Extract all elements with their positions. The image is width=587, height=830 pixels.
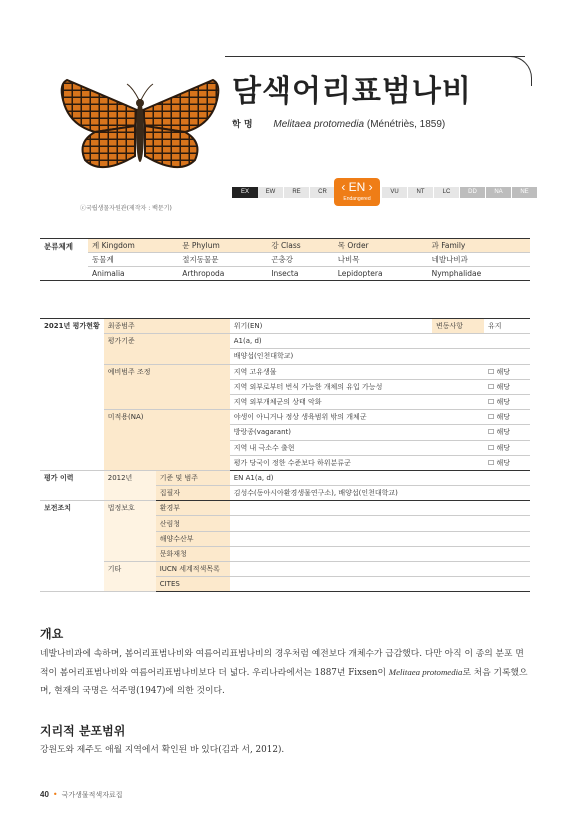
sci-name: Melitaea protomedia [273,119,365,130]
page-number: 40 [40,790,49,799]
iucn-cat-dd: DD [460,187,486,198]
iucn-cat-lc: LC [434,187,460,198]
legal-item: 환경부 [156,501,230,516]
history-author-label: 집필자 [156,486,230,501]
iucn-scale [232,187,538,198]
iucn-selected-badge [334,178,380,206]
tax-header-class: 강 Class [267,239,333,253]
iucn-cat-ne: NE [512,187,538,198]
na-label: 미적용(NA) [104,410,230,471]
tax-ko-class: 곤충강 [267,253,333,267]
legal-protection-label: 법정보호 [104,501,156,562]
history-cat-value: EN A1(a, d) [230,470,530,485]
tax-la-phylum: Arthropoda [178,267,267,281]
na-check: ☐ 해당 [484,425,530,440]
na-item: 지역 내 극소수 출현 [230,440,484,455]
header-frame-corner [510,56,532,86]
tax-la-order: Lepidoptera [334,267,428,281]
overview-text: 네발나비과에 속하며, 봄어리표범나비와 여름어리표범나비의 경우처럼 예전보다 개체수가 급감했다. 다만 아직 이 종의 분포 면적이 봄어리표범나비와 여름어리표범나비보다 더 넓다. 우리나라에서는 1887년 Fixsen이 Melitaea protomedia로 처음 기록했으며, 현재의 국명은 석주명(1947)에 의한 것이다. [40,649,528,696]
iucn-selected-label: Endangered [343,196,371,202]
assessment-year-label: 2021년 평가현황 [40,319,104,471]
na-item: 평가 당국이 정한 수준보다 하위분류군 [230,455,484,470]
tax-la-class: Insecta [267,267,333,281]
other-item: CITES [156,577,230,592]
iucn-selected-code: ‹ EN › [341,180,373,194]
tax-ko-kingdom: 동물계 [88,253,178,267]
iucn-cat-re: RE [284,187,310,198]
distribution-heading: 지리적 분포범위 [40,724,126,738]
tax-ko-order: 나비목 [334,253,428,267]
prelim-item: 지역 외부로부터 번식 가능한 개체의 유입 가능성 [230,379,484,394]
tax-header-kingdom: 계 Kingdom [88,239,178,253]
page-footer [40,790,122,800]
final-category-value: 위기(EN) [230,319,432,334]
history-author-value: 김성수(동아시아환경생물연구소), 배양섭(인천대학교) [230,486,530,501]
tax-header-phylum: 문 Phylum [178,239,267,253]
prelim-check: ☐ 해당 [484,379,530,394]
prelim-check: ☐ 해당 [484,394,530,409]
footer-bullet-icon: • [52,790,58,799]
other-protection-label: 기타 [104,562,156,592]
tax-la-kingdom: Animalia [88,267,178,281]
tax-ko-family: 네발나비과 [428,253,530,267]
taxonomy-row-label: 분류체계 [40,239,88,281]
protection-label: 보전조치 [40,501,104,592]
iucn-cat-vu: VU [382,187,408,198]
tax-ko-phylum: 절지동물문 [178,253,267,267]
iucn-cat-ew: EW [258,187,284,198]
history-year: 2012년 [104,470,156,500]
sci-name-label: 학 명 [232,120,253,130]
na-check: ☐ 해당 [484,455,530,470]
assessor-value: 배양섭(인천대학교) [230,349,530,364]
page-title: 담색어리표범나비 [232,74,472,109]
final-category-label: 최종범주 [104,319,230,334]
na-item: 방랑종(vagarant) [230,425,484,440]
iucn-cat-cr: CR [310,187,336,198]
iucn-cat-ex: EX [232,187,258,198]
na-item: 야생이 아니거나 정상 생육범위 밖의 개체군 [230,410,484,425]
tax-header-family: 과 Family [428,239,530,253]
change-label: 변동사항 [432,319,484,334]
criteria-label: 평가기준 [104,334,230,364]
legal-item: 산림청 [156,516,230,531]
history-cat-label: 기준 및 범주 [156,470,230,485]
butterfly-image [55,70,225,180]
tax-header-order: 목 Order [334,239,428,253]
prelim-item: 지역 고유생물 [230,364,484,379]
change-value: 유지 [484,319,530,334]
na-check: ☐ 해당 [484,440,530,455]
overview-heading: 개요 [40,627,64,641]
prelim-check: ☐ 해당 [484,364,530,379]
legal-item: 해양수산부 [156,531,230,546]
sci-author: (Ménétriès, 1859) [366,119,446,130]
iucn-cat-nt: NT [408,187,434,198]
assessment-table [40,318,530,592]
prelim-label: 예비범주 조정 [104,364,230,410]
book-title: 국가생물적색자료집 [61,791,123,799]
prelim-item: 지역 외부개체군의 상태 악화 [230,394,484,409]
history-label: 평가 이력 [40,470,104,500]
tax-la-family: Nymphalidae [428,267,530,281]
taxonomy-table [40,238,530,281]
other-item: IUCN 세계적색목록 [156,562,230,577]
na-check: ☐ 해당 [484,410,530,425]
scientific-name-row [232,117,445,130]
distribution-text: 강원도와 제주도 애월 지역에서 확인된 바 있다(김과 서, 2012). [40,745,285,755]
criteria-value: A1(a, d) [230,334,530,349]
iucn-cat-na: NA [486,187,512,198]
header-frame-line [225,56,525,57]
legal-item: 문화재청 [156,546,230,561]
photo-credit: ⓒ국립생물자원관(제작자 : 백문기) [80,205,172,212]
